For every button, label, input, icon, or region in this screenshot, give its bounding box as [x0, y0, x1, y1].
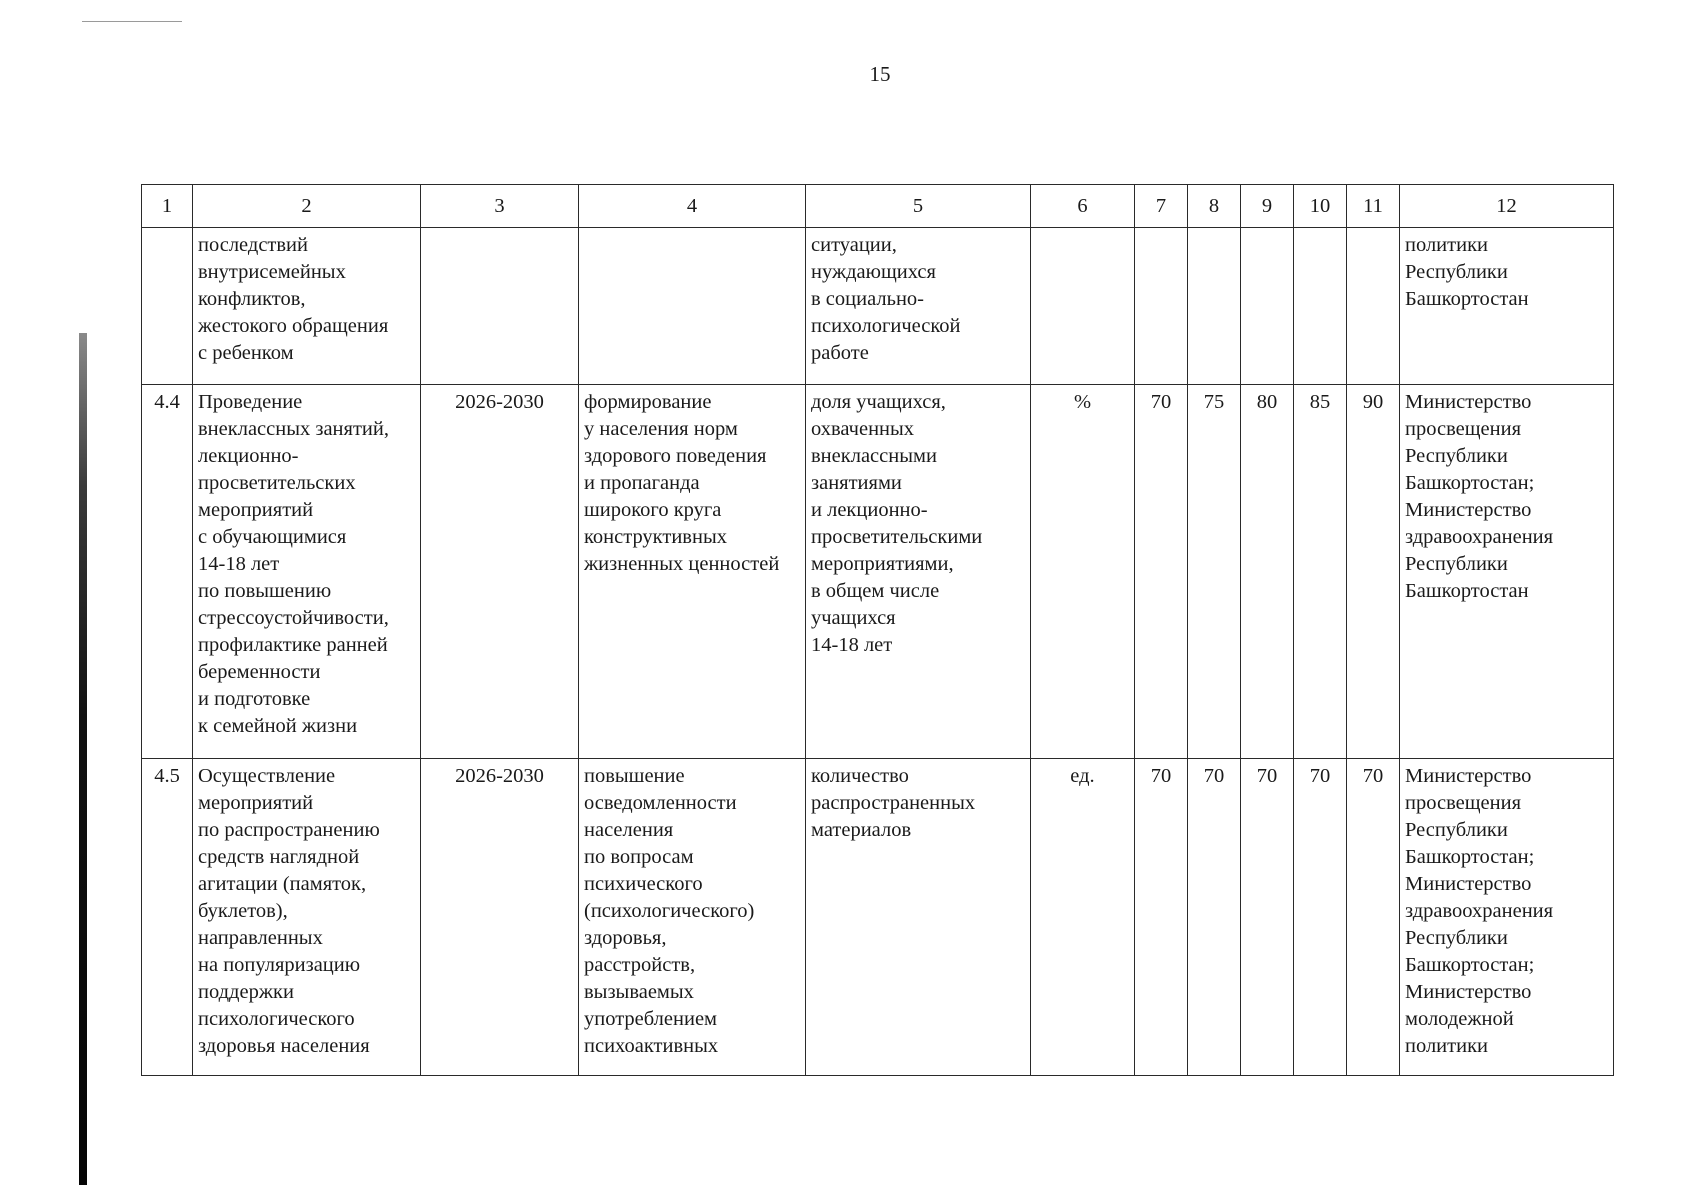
cell-text-line: последствий: [198, 234, 308, 256]
cell-text-line: здорового поведения: [584, 445, 767, 467]
cell-text-line: стрессоустойчивости,: [198, 607, 389, 629]
cell-text-line: занятиями: [811, 472, 902, 494]
cell-text-line: Проведение: [198, 391, 303, 413]
cell-text-line: охваченных: [811, 418, 915, 440]
header-cell: 8: [1188, 185, 1241, 228]
value-cell: 70: [1347, 759, 1400, 1076]
value-cell: 70: [1135, 385, 1188, 759]
row-number-cell: [142, 228, 193, 385]
value-cell: [1135, 228, 1188, 385]
cell-text-line: в социально-: [811, 288, 925, 310]
header-cell: 2: [193, 185, 421, 228]
cell-text-line: Министерство: [1405, 765, 1532, 787]
row-number-cell: 4.4: [142, 385, 193, 759]
activity-cell: [193, 228, 421, 385]
value-cell: [1241, 228, 1294, 385]
cell-text-line: осведомленности: [584, 792, 737, 814]
value-cell: 70: [1294, 759, 1347, 1076]
value-cell: [1188, 228, 1241, 385]
cell-text-line: повышение: [584, 765, 685, 787]
indicator-cell: [806, 385, 1031, 759]
cell-text-line: буклетов),: [198, 900, 288, 922]
cell-text-line: Министерство: [1405, 499, 1532, 521]
table-header: [142, 185, 1614, 228]
scan-artifact-left-bar: [79, 333, 87, 1185]
cell-text-line: Министерство: [1405, 873, 1532, 895]
cell-text-line: внутрисемейных: [198, 261, 346, 283]
cell-text-line: учащихся: [811, 607, 896, 629]
cell-text-line: широкого круга: [584, 499, 722, 521]
scan-artifact-top-rule: [82, 21, 182, 22]
cell-text-line: доля учащихся,: [811, 391, 946, 413]
cell-text-line: Башкортостан: [1405, 580, 1529, 602]
header-cell: 3: [421, 185, 579, 228]
cell-text-line: агитации (памяток,: [198, 873, 367, 895]
value-cell: 90: [1347, 385, 1400, 759]
cell-text-line: психоактивных: [584, 1035, 719, 1057]
cell-text-line: вызываемых: [584, 981, 694, 1003]
period-cell: [421, 228, 579, 385]
header-cell: 9: [1241, 185, 1294, 228]
header-row: [142, 185, 1614, 228]
cell-text-line: внеклассных занятий,: [198, 418, 389, 440]
period-cell: 2026-2030: [421, 759, 579, 1076]
cell-text-line: Осуществление: [198, 765, 336, 787]
cell-text-line: психологического: [198, 1008, 355, 1030]
cell-text-line: конфликтов,: [198, 288, 306, 310]
cell-text-line: ситуации,: [811, 234, 897, 256]
value-cell: [1347, 228, 1400, 385]
cell-text-line: просветительскими: [811, 526, 983, 548]
page-number: 15: [869, 62, 891, 86]
value-cell: 70: [1241, 759, 1294, 1076]
header-cell: 11: [1347, 185, 1400, 228]
cell-text-line: средств наглядной: [198, 846, 360, 868]
cell-text-line: молодежной: [1405, 1008, 1514, 1030]
unit-cell: %: [1031, 385, 1135, 759]
cell-text-line: Министерство: [1405, 981, 1532, 1003]
cell-text-line: Республики: [1405, 553, 1508, 575]
cell-text-line: жизненных ценностей: [584, 553, 780, 575]
cell-text-line: политики: [1405, 1035, 1489, 1057]
cell-text-line: по вопросам: [584, 846, 694, 868]
activity-cell: [193, 759, 421, 1076]
table-row-4-5: [142, 759, 1614, 1076]
cell-text-line: просветительских: [198, 472, 356, 494]
cell-text-line: Республики: [1405, 261, 1508, 283]
cell-text-line: и подготовке: [198, 688, 311, 710]
cell-text-line: Республики: [1405, 927, 1508, 949]
value-cell: 70: [1135, 759, 1188, 1076]
cell-text-line: к семейной жизни: [198, 715, 358, 737]
cell-text-line: психологической: [811, 315, 961, 337]
cell-text-line: 14-18 лет: [198, 553, 280, 575]
cell-text-line: здоровья населения: [198, 1035, 370, 1057]
header-cell: 4: [579, 185, 806, 228]
cell-text-line: распространенных: [811, 792, 976, 814]
cell-text-line: у населения норм: [584, 418, 738, 440]
cell-text-line: работе: [811, 342, 869, 364]
cell-text-line: политики: [1405, 234, 1489, 256]
cell-text-line: расстройств,: [584, 954, 696, 976]
cell-text-line: жестокого обращения: [198, 315, 389, 337]
value-cell: 70: [1188, 759, 1241, 1076]
indicator-cell: [806, 759, 1031, 1076]
table-row-continued: [142, 228, 1614, 385]
cell-text-line: в общем числе: [811, 580, 940, 602]
cell-text-line: Башкортостан;: [1405, 472, 1535, 494]
cell-text-line: материалов: [811, 819, 912, 841]
unit-cell: ед.: [1031, 759, 1135, 1076]
cell-text-line: профилактике ранней: [198, 634, 388, 656]
cell-text-line: здравоохранения: [1405, 526, 1554, 548]
goal-cell: [579, 759, 806, 1076]
cell-text-line: формирование: [584, 391, 712, 413]
cell-text-line: 14-18 лет: [811, 634, 893, 656]
cell-text-line: конструктивных: [584, 526, 727, 548]
cell-text-line: Башкортостан;: [1405, 954, 1535, 976]
period-cell: 2026-2030: [421, 385, 579, 759]
cell-text-line: беременности: [198, 661, 321, 683]
cell-text-line: внеклассными: [811, 445, 937, 467]
cell-text-line: мероприятий: [198, 499, 314, 521]
cell-text-line: количество: [811, 765, 909, 787]
header-cell: 10: [1294, 185, 1347, 228]
unit-cell: [1031, 228, 1135, 385]
cell-text-line: направленных: [198, 927, 323, 949]
cell-text-line: здоровья,: [584, 927, 667, 949]
cell-text-line: употреблением: [584, 1008, 718, 1030]
cell-text-line: нуждающихся: [811, 261, 936, 283]
program-table: [141, 184, 1614, 1076]
cell-text-line: мероприятиями,: [811, 553, 954, 575]
cell-text-line: поддержки: [198, 981, 294, 1003]
value-cell: 75: [1188, 385, 1241, 759]
header-cell: 5: [806, 185, 1031, 228]
cell-text-line: просвещения: [1405, 418, 1521, 440]
header-cell: 1: [142, 185, 193, 228]
executor-cell: [1400, 385, 1614, 759]
cell-text-line: и лекционно-: [811, 499, 928, 521]
cell-text-line: на популяризацию: [198, 954, 361, 976]
indicator-cell: [806, 228, 1031, 385]
cell-text-line: с обучающимися: [198, 526, 347, 548]
executor-cell: [1400, 759, 1614, 1076]
cell-text-line: Республики: [1405, 819, 1508, 841]
executor-cell: [1400, 228, 1614, 385]
activity-cell: [193, 385, 421, 759]
cell-text-line: Башкортостан: [1405, 288, 1529, 310]
cell-text-line: лекционно-: [198, 445, 299, 467]
header-cell: 12: [1400, 185, 1614, 228]
table-row-4-4: [142, 385, 1614, 759]
cell-text-line: населения: [584, 819, 674, 841]
row-number-cell: 4.5: [142, 759, 193, 1076]
header-cell: 7: [1135, 185, 1188, 228]
value-cell: 80: [1241, 385, 1294, 759]
cell-text-line: Министерство: [1405, 391, 1532, 413]
cell-text-line: и пропаганда: [584, 472, 700, 494]
value-cell: 85: [1294, 385, 1347, 759]
cell-text-line: Башкортостан;: [1405, 846, 1535, 868]
header-cell: 6: [1031, 185, 1135, 228]
cell-text-line: по распространению: [198, 819, 380, 841]
cell-text-line: по повышению: [198, 580, 332, 602]
cell-text-line: с ребенком: [198, 342, 294, 364]
goal-cell: [579, 385, 806, 759]
goal-cell: [579, 228, 806, 385]
cell-text-line: мероприятий: [198, 792, 314, 814]
cell-text-line: просвещения: [1405, 792, 1521, 814]
cell-text-line: здравоохранения: [1405, 900, 1554, 922]
cell-text-line: Республики: [1405, 445, 1508, 467]
cell-text-line: психического: [584, 873, 703, 895]
value-cell: [1294, 228, 1347, 385]
cell-text-line: (психологического): [584, 900, 755, 922]
